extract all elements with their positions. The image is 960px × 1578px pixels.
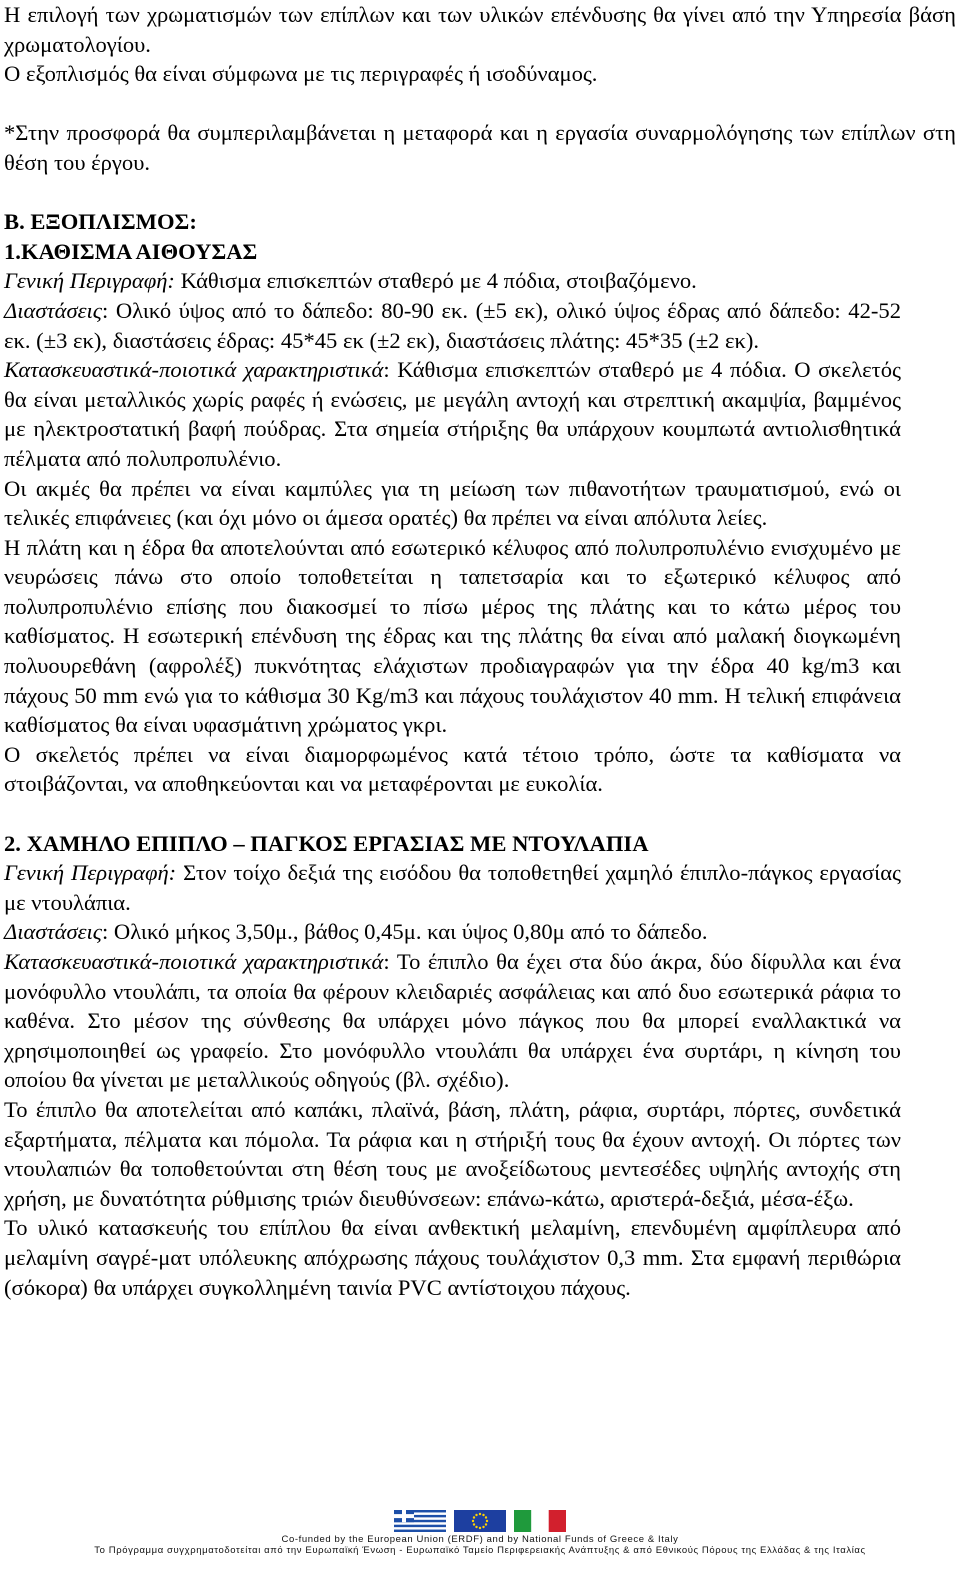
construction-text: : Το έπιπλο θα έχει στα δύο άκρα, δύο δίφυλλα και ένα μονόφυλλο ντουλάπι, τα οποία θα φέρουν κλειδαριές ασφάλειας και από δυο εσωτερικά ράφια το καθένα. Στο μέσον της σύνθεσης θα υπάρχει μόνο πάγκος που θα μπορεί εναλλακτικά να χρησιμοποιηθεί ως γραφείο. Στο μονόφυλλο ντουλάπι θα υπάρχει ένα συρτάρι, η κίνηση του οποίου θα γίνεται με μεταλλικούς οδηγούς (βλ. σχέδιο). — [4, 949, 901, 1093]
item-title-workbench: 2. ΧΑΜΗΛΟ ΕΠΙΠΛΟ – ΠΑΓΚΟΣ ΕΡΓΑΣΙΑΣ ΜΕ ΝΤΟΥΛΑΠΙΑ — [4, 830, 649, 856]
italy-flag-icon — [514, 1510, 566, 1532]
paragraph-color-selection: Η επιλογή των χρωματισμών των επίπλων και των υλικών επένδυσης θα γίνει από την Υπηρεσία βάση χρωματολογίου. — [4, 2, 956, 57]
chair-edges-paragraph: Οι ακμές θα πρέπει να είναι καμπύλες για τη μείωση των πιθανοτήτων τραυματισμού, ενώ οι τελικές επιφάνειες (και όχι μόνο οι άμεσα ορατές) θα πρέπει να είναι απόλυτα λείες. — [4, 475, 901, 531]
chair-general-description — [4, 266, 901, 296]
dimensions-label: Διαστάσεις — [4, 919, 102, 945]
general-description-label: Γενική Περιγραφή: — [4, 268, 175, 294]
chair-dimensions — [4, 296, 901, 355]
programme-line: Το Πρόγραμμα συγχρηματοδοτείται από την Ευρωπαϊκή Ένωση - Ευρωπαϊκό Ταμείο Περιφερειακής Ανάπτυξης & από Εθνικούς Πόρους της Ελλάδας & της Ιταλίας — [94, 1545, 866, 1556]
spacer — [4, 178, 901, 208]
section-heading-equipment: Β. ΕΞΟΠΛΙΣΜΟΣ: — [4, 209, 197, 235]
spacer — [4, 799, 901, 829]
workbench-material-paragraph: Το υλικό κατασκευής του επίπλου θα είναι ανθεκτική μελαμίνη, επενδυμένη αμφίπλευρα από μελαμίνη σαγρέ-ματ υπόλευκης απόχρωσης πάχους τουλάχιστον 0,3 mm. Στα εμφανή περιθώρια (σόκορα) θα υπάρχει συγκολλημένη ταινία PVC αντίστοιχου πάχους. — [4, 1215, 901, 1300]
paragraph-equipment-equivalence: Ο εξοπλισμός θα είναι σύμφωνα με τις περιγραφές ή ισοδύναμος. — [4, 61, 598, 87]
greece-flag-icon — [394, 1510, 446, 1532]
chair-back-seat-paragraph: Η πλάτη και η έδρα θα αποτελούνται από εσωτερικό κέλυφος από πολυπροπυλένιο ενισχυμένο με νευρώσεις πάνω στο οποίο τοποθετείται η ταπετσαρία και το εξωτερικό κέλυφος από πολυπροπυλένιο επίσης που διακοσμεί το πίσω μέρος της πλάτης και το κάτω μέρος του καθίσματος. Η εσωτερική επένδυση της έδρας και της πλάτης θα είναι από μαλακή διογκωμένη πολυουρεθάνη (αφρολέξ) πυκνότητας ελάχιστων προδιαγραφών για την έδρα 40 kg/m3 και πάχους 50 mm ενώ για το κάθισμα 30 Kg/m3 και πάχους τουλάχιστον 40 mm. Η τελική επιφάνεια καθίσματος θα είναι υφασμάτινη χρώματος γκρι. — [4, 534, 901, 738]
chair-construction — [4, 355, 901, 473]
funding-flags — [0, 1508, 960, 1534]
general-description-label: Γενική Περιγραφή: — [4, 860, 177, 886]
workbench-construction — [4, 947, 901, 1095]
spacer — [4, 89, 901, 119]
funding-footer — [0, 1508, 960, 1556]
cofunded-line: Co-funded by the European Union (ERDF) and by National Funds of Greece & Italy — [281, 1534, 679, 1545]
general-description-text: Κάθισμα επισκεπτών σταθερό με 4 πόδια, στοιβαζόμενο. — [174, 268, 697, 294]
item-title-chair: 1.ΚΑΘΙΣΜΑ ΑΙΘΟΥΣΑΣ — [4, 238, 258, 264]
chair-frame-paragraph: Ο σκελετός πρέπει να είναι διαμορφωμένος κατά τέτοιο τρόπο, ώστε τα καθίσματα να στοιβάζονται, να αποθηκεύονται και να μεταφέρονται με ευκολία. — [4, 741, 901, 797]
general-description-text: Στον τοίχο δεξιά της εισόδου θα τοποθετηθεί χαμηλό έπιπλο-πάγκος εργασίας με ντουλάπια. — [4, 860, 901, 915]
construction-label: Κατασκευαστικά-ποιοτικά χαρακτηριστικά — [4, 949, 384, 974]
workbench-dimensions — [4, 917, 901, 947]
eu-flag-icon — [454, 1510, 506, 1532]
construction-label: Κατασκευαστικά-ποιοτικά χαρακτηριστικά — [4, 357, 384, 383]
construction-text: : Κάθισμα επισκεπτών σταθερό με 4 πόδια. Ο σκελετός θα είναι μεταλλικός χωρίς ραφές ή ενώσεις, με μεγάλη αντοχή και στρεπτική ακαμψία, βαμμένος με ηλεκτροστατική βαφή πούδρας. Στα σημεία στήριξης θα υπάρχουν κουμπωτά αντιολισθητικά πέλματα από πολυπροπυλένιο. — [4, 357, 901, 471]
dimensions-label: Διαστάσεις — [4, 297, 102, 323]
dimensions-text: : Ολικό μήκος 3,50μ., βάθος 0,45μ. και ύψος 0,80μ από το δάπεδο. — [101, 919, 708, 945]
document-page — [4, 0, 956, 1302]
workbench-parts-paragraph: Το έπιπλο θα αποτελείται από καπάκι, πλαϊνά, βάση, πλάτη, ράφια, συρτάρι, πόρτες, συνδετικά εξαρτήματα, πέλματα και πόμολα. Τα ράφια και η στήριξή τους θα έχουν αντοχή. Οι πόρτες των ντουλαπιών θα τοποθετούνται στη θέση τους με ανοξείδωτους μεντεσέδες υψηλής αντοχής στη χρήση, με δυνατότητα ρύθμισης τριών διευθύνσεων: επάνω-κάτω, αριστερά-δεξιά, μέσα-έξω. — [4, 1096, 901, 1211]
paragraph-transport-assembly: *Στην προσφορά θα συμπεριλαμβάνεται η μεταφορά και η εργασία συναρμολόγησης των επίπλων στη θέση του έργου. — [4, 120, 956, 175]
workbench-general-description — [4, 858, 901, 917]
dimensions-text: : Ολικό ύψος από το δάπεδο: 80-90 εκ. (±5 εκ), ολικό ύψος έδρας από δάπεδο: 42-52 εκ. (±3 εκ), διαστάσεις έδρας: 45*45 εκ (±2 εκ), διαστάσεις πλάτης: 45*35 (±2 εκ). — [4, 297, 901, 353]
